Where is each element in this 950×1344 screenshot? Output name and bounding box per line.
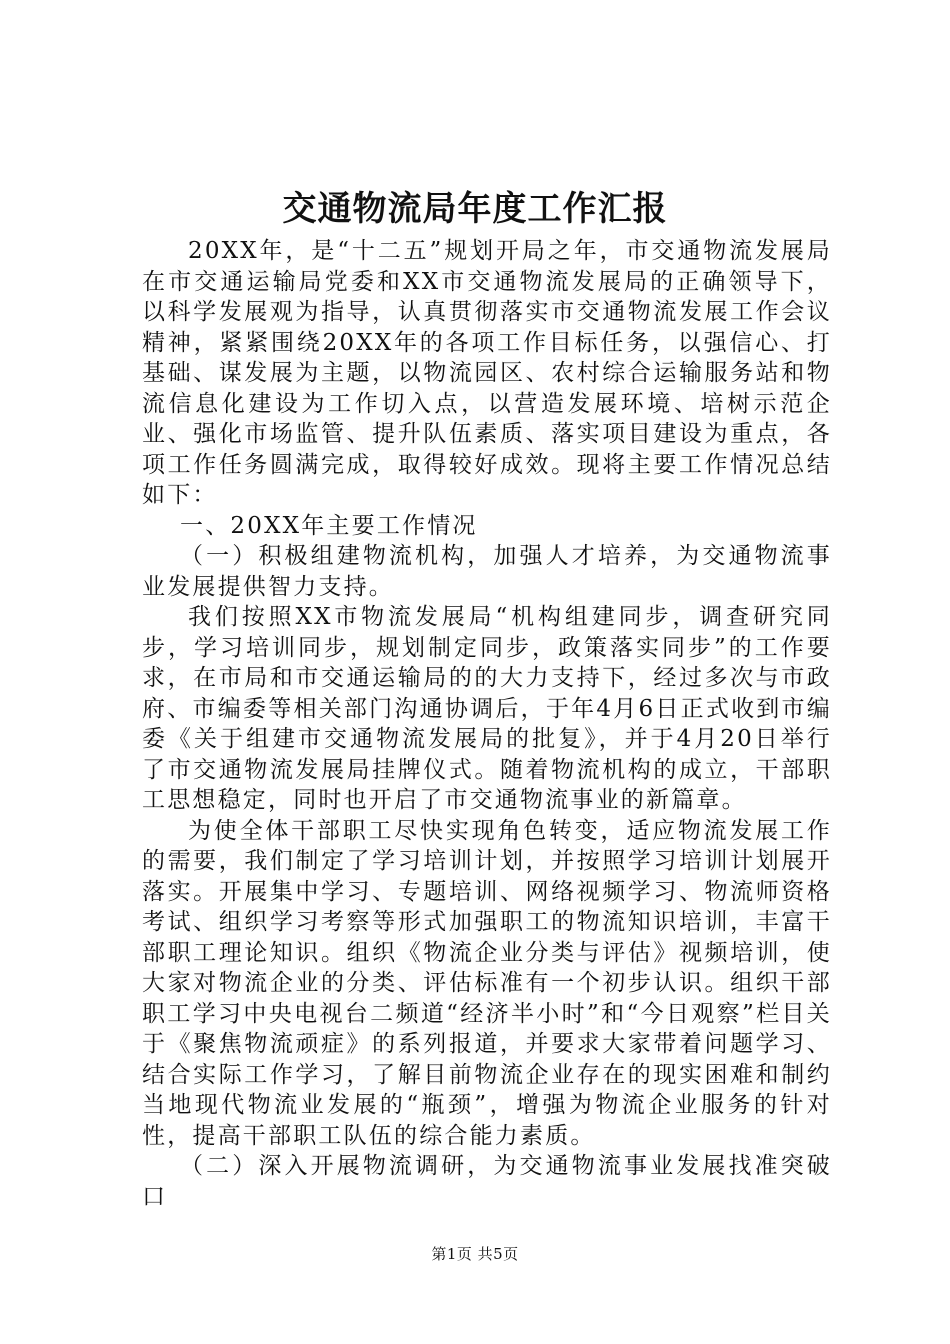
document-body xyxy=(142,236,832,1212)
document-title: 交通物流局年度工作汇报 xyxy=(282,189,668,229)
subsection-heading-1: （一）积极组建物流机构，加强人才培养，为交通物流事业发展提供智力支持。 xyxy=(142,543,832,600)
page-number-footer: 第1页 共5页 xyxy=(431,1245,519,1263)
body-paragraph-1: 我们按照XX市物流发展局“机构组建同步，调查研究同步，学习培训同步，规划制定同步，政策落实同步”的工作要求，在市局和市交通运输局的的大力支持下，经过多次与市政府、市编委等相关部门沟通协调后，于年4月6日正式收到市编委《关于组建市交通物流发展局的批复》，并于4月20日举行了市交通物流发展局挂牌仪式。随着物流机构的成立，干部职工思想稳定，同时也开启了市交通物流事业的新篇章。 xyxy=(142,604,832,813)
body-paragraph-2: 为使全体干部职工尽快实现角色转变，适应物流发展工作的需要，我们制定了学习培训计划，并按照学习培训计划展开落实。开展集中学习、专题培训、网络视频学习、物流师资格考试、组织学习考察等形式加强职工的物流知识培训，丰富干部职工理论知识。组织《物流企业分类与评估》视频培训，使大家对物流企业的分类、评估标准有一个初步认识。组织干部职工学习中央电视台二频道“经济半小时”和“今日观察”栏目关于《聚焦物流顽症》的系列报道，并要求大家带着问题学习、结合实际工作学习，了解目前物流企业存在的现实困难和制约当地现代物流业发展的“瓶颈”，增强为物流企业服务的针对性，提高干部职工队伍的综合能力素质。 xyxy=(142,817,832,1149)
intro-paragraph: 20XX年，是“十二五”规划开局之年，市交通物流发展局在市交通运输局党委和XX市交通物流发展局的正确领导下，以科学发展观为指导，认真贯彻落实市交通物流发展工作会议精神，紧紧围绕20XX年的各项工作目标任务，以强信心、打基础、谋发展为主题，以物流园区、农村综合运输服务站和物流信息化建设为工作切入点，以营造发展环境、培树示范企业、强化市场监管、提升队伍素质、落实项目建设为重点，各项工作任务圆满完成，取得较好成效。现将主要工作情况总结如下： xyxy=(142,238,832,508)
section-heading: 一、20XX年主要工作情况 xyxy=(180,512,478,539)
subsection-heading-2: （二）深入开展物流调研，为交通物流事业发展找准突破口 xyxy=(142,1153,832,1210)
